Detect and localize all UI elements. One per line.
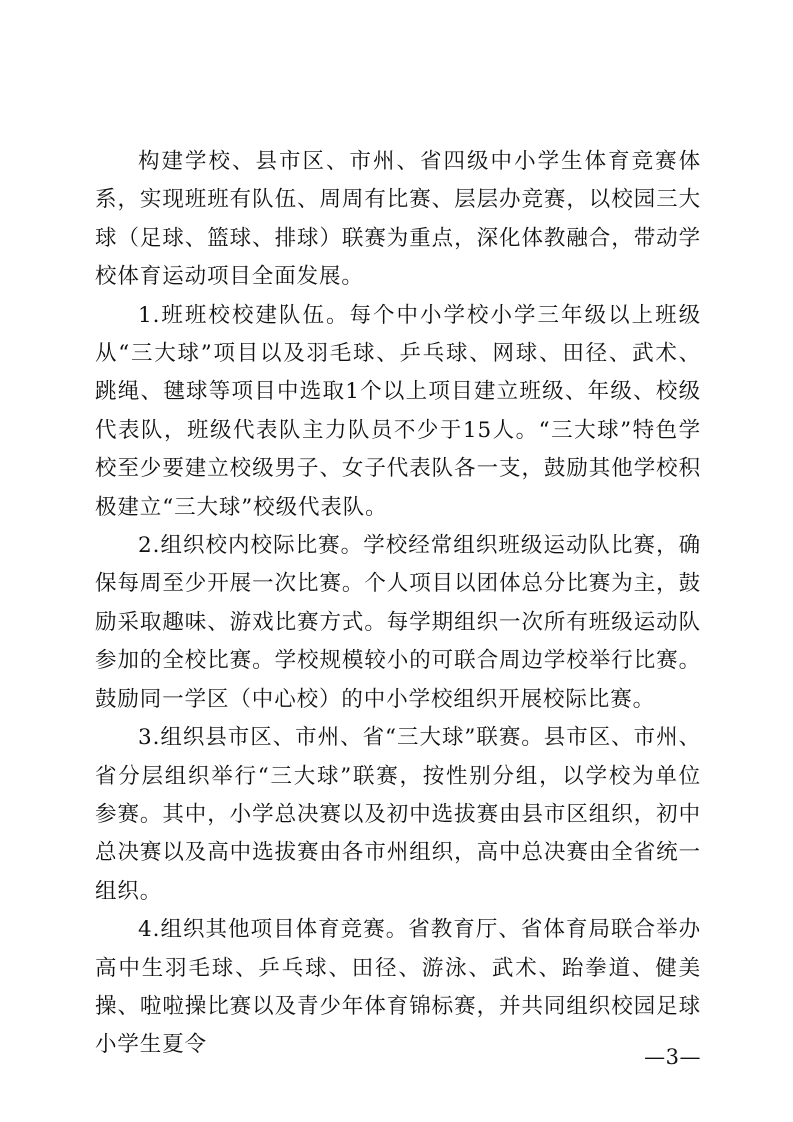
paragraph-item-2: 2.组织校内校际比赛。学校经常组织班级运动队比赛，确保每周至少开展一次比赛。个人项目以团体总分比赛为主，鼓励采取趣味、游戏比赛方式。每学期组织一次所有班级运动队参加的全校比赛。学校规模较小的可联合周边学校举行比赛。鼓励同一学区（中心校）的中小学校组织开展校际比赛。	[95, 533, 701, 712]
paragraph-item-4: 4.组织其他项目体育竞赛。省教育厅、省体育局联合举办高中生羽毛球、乒乓球、田径、游泳、武术、跆拳道、健美操、啦啦操比赛以及青少年体育锦标赛，并共同组织校园足球小学生夏令	[95, 917, 701, 1058]
page-number: —3—	[644, 1045, 701, 1069]
document-body	[95, 143, 701, 1065]
paragraph-item-1: 1.班班校校建队伍。每个中小学校小学三年级以上班级从“三大球”项目以及羽毛球、乒乓球、网球、田径、武术、跳绳、毽球等项目中选取1个以上项目建立班级、年级、校级代表队，班级代表队主力队员不少于15人。“三大球”特色学校至少要建立校级男子、女子代表队各一支，鼓励其他学校积极建立“三大球”校级代表队。	[95, 302, 701, 520]
paragraph-item-3: 3.组织县市区、市州、省“三大球”联赛。县市区、市州、省分层组织举行“三大球”联赛，按性别分组，以学校为单位参赛。其中，小学总决赛以及初中选拔赛由县市区组织，初中总决赛以及高中选拔赛由各市州组织，高中总决赛由全省统一组织。	[95, 725, 701, 904]
paragraph-intro: 构建学校、县市区、市州、省四级中小学生体育竞赛体系，实现班班有队伍、周周有比赛、层层办竞赛，以校园三大球（足球、篮球、排球）联赛为重点，深化体教融合，带动学校体育运动项目全面发展。	[95, 149, 701, 290]
